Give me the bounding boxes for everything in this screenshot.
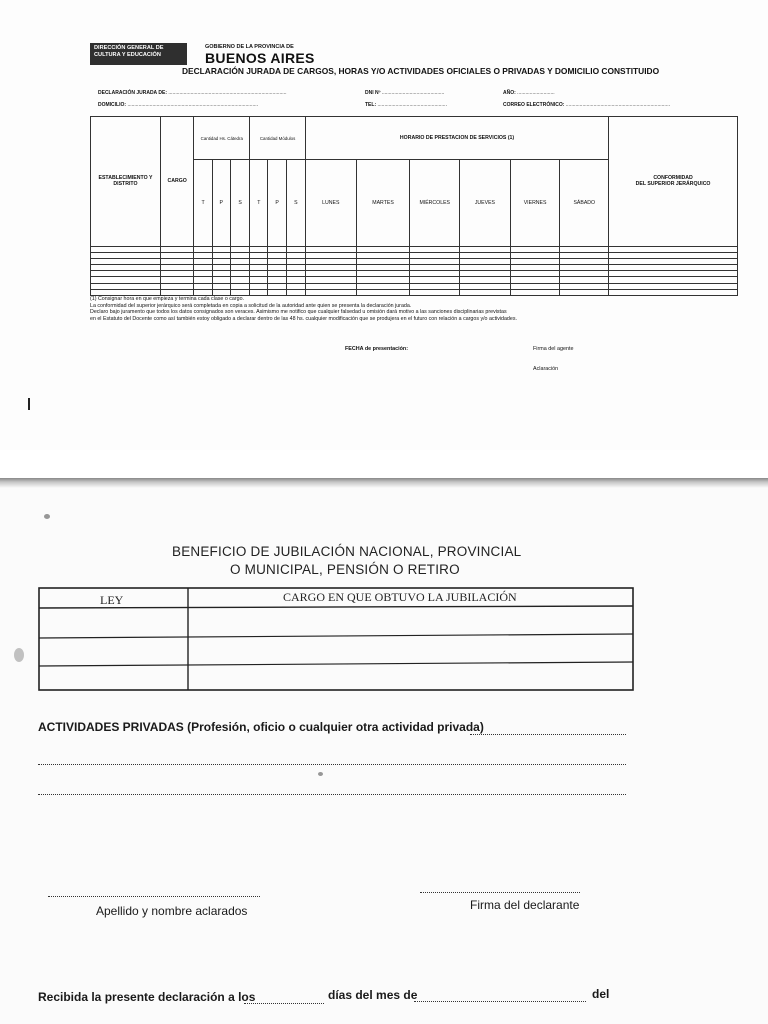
col-conformidad-line-2: DEL SUPERIOR JERÁRQUICO xyxy=(635,181,711,188)
dgce-logo xyxy=(90,43,187,65)
table-cell[interactable] xyxy=(356,289,410,295)
sub-p-modulos: P xyxy=(268,160,286,246)
top-form-page xyxy=(0,0,768,450)
jubilacion-table xyxy=(38,586,634,692)
apellido-nombre-label: Apellido y nombre aclarados xyxy=(96,904,248,918)
actividades-privadas: ACTIVIDADES PRIVADAS (Profesión, oficio o cualquier otra actividad privada) xyxy=(38,720,484,734)
logo-text-2: CULTURA Y EDUCACIÓN xyxy=(94,52,161,58)
mes-field[interactable] xyxy=(414,1001,586,1002)
field-dni-label: DNI Nº xyxy=(365,90,381,96)
field-anio-label: AÑO: xyxy=(503,90,516,96)
cargos-table xyxy=(90,116,738,296)
scan-speck xyxy=(44,514,50,519)
field-declaracion[interactable]: DECLARACIÓN JURADA DE: ..................................................................................... xyxy=(98,90,287,96)
table-cell[interactable] xyxy=(286,289,305,295)
gov-line-1: GOBIERNO DE LA PROVINCIA DE xyxy=(205,44,294,50)
firma-declarante-line[interactable] xyxy=(420,892,580,893)
table-cell[interactable] xyxy=(510,289,560,295)
del-label: del xyxy=(592,987,610,1001)
scan-speck xyxy=(318,772,323,776)
gov-line-2: BUENOS AIRES xyxy=(205,50,315,66)
field-anio[interactable]: AÑO: ........................... xyxy=(503,90,555,96)
recibida-label: Recibida la presente declaración a los xyxy=(38,990,256,1004)
table-cell[interactable] xyxy=(91,289,161,295)
field-dni[interactable]: DNI Nº ............................................. xyxy=(365,90,445,96)
col-martes: MARTES xyxy=(356,160,410,246)
actividades-line-2[interactable] xyxy=(38,764,626,765)
table-cell[interactable] xyxy=(410,289,460,295)
logo-text-1: DIRECCIÓN GENERAL DE xyxy=(94,45,164,51)
sub-s-modulos: S xyxy=(286,160,305,246)
notes-block xyxy=(90,296,740,322)
table-cell[interactable] xyxy=(194,289,212,295)
table-cell[interactable] xyxy=(230,289,249,295)
actividades-line-3[interactable] xyxy=(38,794,626,795)
fecha-presentacion: FECHA de presentación: xyxy=(345,346,409,352)
col-establecimiento: ESTABLECIMIENTO Y DISTRITO xyxy=(91,117,161,247)
note-2: La conformidad del superior jerárquico será completada en copia a solicitud de la autoridad ante quien se presenta la declaración jurada. xyxy=(90,302,412,309)
col-miercoles: MIÉRCOLES xyxy=(410,160,460,246)
note-1: (1) Consignar hora en que empieza y termina cada clase o cargo. xyxy=(90,296,244,302)
table-cell[interactable] xyxy=(268,289,286,295)
sub-s-catedra: S xyxy=(230,160,249,246)
apellido-line[interactable] xyxy=(48,896,260,897)
field-tel[interactable]: TEL: .................................................. xyxy=(365,102,447,108)
scan-speck xyxy=(14,648,24,662)
scan-mark xyxy=(28,398,30,410)
col-jueves: JUEVES xyxy=(460,160,511,246)
field-tel-label: TEL: xyxy=(365,102,377,108)
field-domicilio[interactable]: DOMICILIO: .............................................................................................. xyxy=(98,102,259,108)
table-cell[interactable] xyxy=(560,289,609,295)
bottom-title-line-1: BENEFICIO DE JUBILACIÓN NACIONAL, PROVINCIAL xyxy=(172,544,522,559)
sub-p-catedra: P xyxy=(212,160,230,246)
group-horario: HORARIO DE PRESTACION DE SERVICIOS (1) xyxy=(305,117,608,160)
col-cargo: CARGO xyxy=(160,117,193,247)
firma-agente: Firma del agente xyxy=(533,346,574,352)
group-modulos: Cantidad Módulos xyxy=(250,117,306,160)
col-viernes: VIERNES xyxy=(510,160,560,246)
table-cell[interactable] xyxy=(212,289,230,295)
sub-t-modulos: T xyxy=(250,160,268,246)
field-correo-label: CORREO ELECTRÓNICO: xyxy=(503,102,565,108)
table-cell[interactable] xyxy=(250,289,268,295)
group-catedra: Cantidad Hs. Cátedra xyxy=(194,117,250,160)
sub-t-catedra: T xyxy=(194,160,212,246)
col-conformidad-line-1: CONFORMIDAD xyxy=(653,175,693,182)
field-correo[interactable]: CORREO ELECTRÓNICO: ........................................................................... xyxy=(503,102,670,108)
col-ley: LEY xyxy=(100,593,124,607)
table-cell[interactable] xyxy=(305,289,356,295)
table-cell[interactable] xyxy=(460,289,511,295)
dias-field[interactable] xyxy=(244,1003,324,1004)
bottom-form-page xyxy=(0,478,768,1024)
col-conformidad xyxy=(609,117,738,247)
scan-edge xyxy=(0,478,768,488)
bottom-title-line-2: O MUNICIPAL, PENSIÓN O RETIRO xyxy=(230,562,460,577)
firma-declarante-label: Firma del declarante xyxy=(470,898,580,912)
form-title: DECLARACIÓN JURADA DE CARGOS, HORAS Y/O ACTIVIDADES OFICIALES O PRIVADAS Y DOMICILIO CONSTITUIDO xyxy=(182,66,660,76)
col-lunes: LUNES xyxy=(305,160,356,246)
note-4: en el Estatuto del Docente como así también estoy obligado a declarar dentro de las 48 hs. cualquier modificación que se produjera en el futuro con relación a cargos y/o actividades. xyxy=(90,315,517,322)
field-declaracion-label: DECLARACIÓN JURADA DE: xyxy=(98,90,167,96)
note-3: Declaro bajo juramento que todos los datos consignados son veraces. Asimismo me notifico que cualquier falsedad u omisión dará motivo a las sanciones disciplinarias previstas xyxy=(90,309,507,316)
col-sabado: SÁBADO xyxy=(560,160,609,246)
table-row xyxy=(91,289,738,295)
actividades-line-1[interactable] xyxy=(470,734,626,735)
table-cell[interactable] xyxy=(160,289,193,295)
table-cell[interactable] xyxy=(609,289,738,295)
field-domicilio-label: DOMICILIO: xyxy=(98,102,127,108)
aclaracion: Aclaración xyxy=(533,366,559,372)
col-cargo-jubilacion: CARGO EN QUE OBTUVO LA JUBILACIÓN xyxy=(283,590,517,604)
dias-mes-label: días del mes de xyxy=(328,988,418,1002)
